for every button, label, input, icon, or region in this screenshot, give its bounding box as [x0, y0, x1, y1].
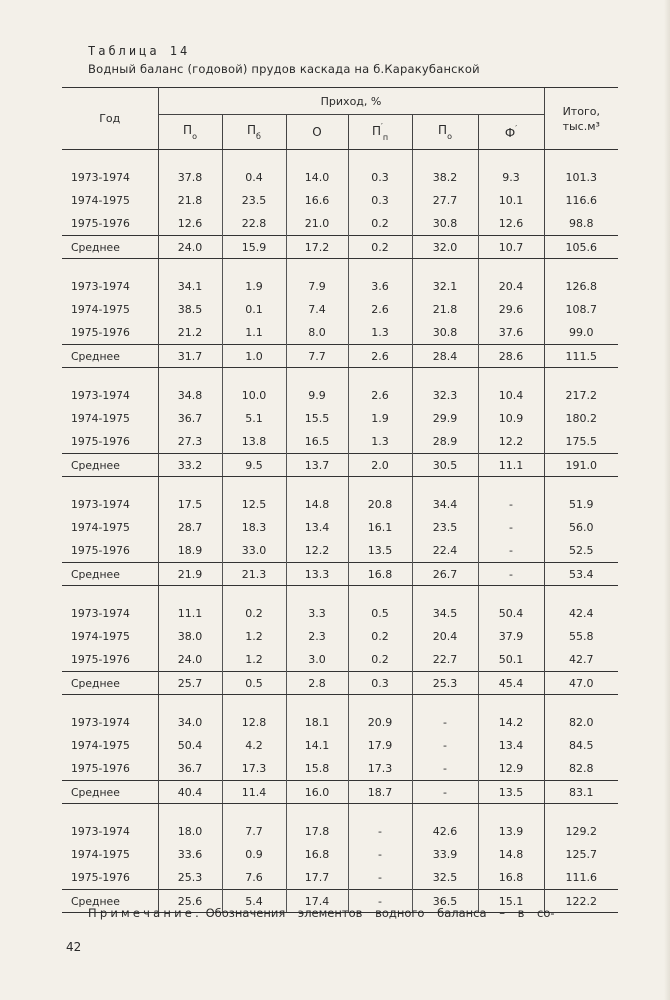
cell-value: 14.8 — [478, 843, 544, 866]
row-year: 1974-1975 — [62, 189, 158, 212]
cell-value: 7.9 — [286, 275, 348, 298]
cell-value: 16.0 — [286, 781, 348, 804]
cell-value: 21.8 — [158, 189, 222, 212]
cell-value: 13.7 — [286, 454, 348, 477]
cell-value: 12.5 — [222, 493, 286, 516]
cell-value: 12.6 — [478, 212, 544, 236]
symbol-subscript: б — [256, 132, 261, 141]
row-year: Среднее — [62, 890, 158, 913]
cell-value: 15.5 — [286, 407, 348, 430]
row-year: 1974-1975 — [62, 516, 158, 539]
row-year: 1973-1974 — [62, 166, 158, 189]
cell-value: 0.9 — [222, 843, 286, 866]
header-column-symbol — [222, 115, 286, 150]
symbol-base: П — [183, 123, 193, 137]
cell-value: 108.7 — [565, 303, 598, 316]
cell-value: 14.2 — [478, 711, 544, 734]
cell-value: 17.4 — [286, 890, 348, 913]
cell-value: 30.8 — [412, 212, 478, 236]
cell-value: 13.5 — [478, 781, 544, 804]
cell-value: 34.5 — [412, 602, 478, 625]
table-row — [62, 625, 618, 648]
cell-value: 18.7 — [348, 781, 412, 804]
cell-value: 4.2 — [222, 734, 286, 757]
cell-value: 0.2 — [348, 648, 412, 672]
cell-value: 14.8 — [286, 493, 348, 516]
cell-value: 30.5 — [412, 454, 478, 477]
cell-value: 1.1 — [222, 321, 286, 345]
cell-value: 0.3 — [348, 672, 412, 695]
table-body — [62, 150, 618, 913]
cell-value: 5.4 — [222, 890, 286, 913]
cell-value: 16.8 — [478, 866, 544, 890]
cell-value: 10.7 — [478, 236, 544, 259]
cell-value: 99.0 — [569, 326, 594, 339]
cell-value: 12.6 — [158, 212, 222, 236]
cell-value: 17.9 — [348, 734, 412, 757]
cell-value: 47.0 — [544, 672, 618, 695]
cell-value: 28.9 — [412, 430, 478, 454]
cell-value: 22.8 — [222, 212, 286, 236]
cell-value: 0.4 — [222, 166, 286, 189]
cell-value: 126.8 — [565, 280, 598, 293]
cell-value: - — [478, 516, 544, 539]
table-subtitle: Водный баланс (годовой) прудов каскада на б.Каракубанской — [88, 62, 480, 76]
row-year: 1975-1976 — [62, 866, 158, 890]
header-column-symbol — [478, 115, 544, 150]
table-row — [62, 539, 618, 563]
cell-value: 22.7 — [412, 648, 478, 672]
cell-value: 38.5 — [158, 298, 222, 321]
symbol-base: П — [438, 123, 448, 137]
cell-value: 0.2 — [348, 625, 412, 648]
cell-value: 191.0 — [544, 454, 618, 477]
cell-value: 16.6 — [286, 189, 348, 212]
cell-value: 30.8 — [412, 321, 478, 345]
cell-value: 21.2 — [158, 321, 222, 345]
cell-value: 217.2 — [565, 389, 598, 402]
cell-value: 50.1 — [478, 648, 544, 672]
table-row — [62, 648, 618, 672]
table-row — [62, 189, 618, 212]
cell-value: 52.5 — [569, 544, 594, 557]
cell-value: 32.0 — [412, 236, 478, 259]
cell-value: 25.6 — [158, 890, 222, 913]
cell-value: 16.8 — [348, 563, 412, 586]
cell-value: 45.4 — [478, 672, 544, 695]
cell-value: 2.6 — [348, 345, 412, 368]
row-year: 1975-1976 — [62, 430, 158, 454]
header-column-symbol — [286, 115, 348, 150]
cell-value: 175.5 — [565, 435, 598, 448]
cell-value: - — [478, 493, 544, 516]
symbol-subscript: о — [192, 132, 197, 141]
cell-value: 29.9 — [412, 407, 478, 430]
cell-value: 11.4 — [222, 781, 286, 804]
cell-value: 20.4 — [412, 625, 478, 648]
cell-value: 34.1 — [158, 275, 222, 298]
cell-value: 180.2 — [565, 412, 598, 425]
cell-value: 122.2 — [544, 890, 618, 913]
cell-value: 15.1 — [478, 890, 544, 913]
cell-value: 1.3 — [348, 321, 412, 345]
row-year: 1973-1974 — [62, 384, 158, 407]
cell-value: 27.3 — [158, 430, 222, 454]
cell-value: 5.1 — [222, 407, 286, 430]
cell-value: 13.8 — [222, 430, 286, 454]
cell-value: 1.2 — [222, 648, 286, 672]
table-row — [62, 321, 618, 345]
cell-value: 17.2 — [286, 236, 348, 259]
cell-value: 21.9 — [158, 563, 222, 586]
cell-value: - — [478, 539, 544, 563]
cell-value: 36.7 — [158, 757, 222, 781]
row-year: 1974-1975 — [62, 734, 158, 757]
row-year: 1975-1976 — [62, 321, 158, 345]
table-note — [88, 906, 608, 920]
average-row — [62, 236, 618, 259]
table-row — [62, 516, 618, 539]
cell-value: 14.0 — [286, 166, 348, 189]
row-year: 1973-1974 — [62, 820, 158, 843]
cell-value: 13.5 — [348, 539, 412, 563]
cell-value: 32.1 — [412, 275, 478, 298]
cell-value: 34.4 — [412, 493, 478, 516]
cell-value: 12.2 — [478, 430, 544, 454]
row-year: 1975-1976 — [62, 212, 158, 236]
cell-value: 105.6 — [544, 236, 618, 259]
cell-value: 2.0 — [348, 454, 412, 477]
cell-value: 37.6 — [478, 321, 544, 345]
cell-value: 10.0 — [222, 384, 286, 407]
cell-value: 82.0 — [569, 716, 594, 729]
cell-value: 32.3 — [412, 384, 478, 407]
table-row — [62, 384, 618, 407]
cell-value: 82.8 — [569, 762, 594, 775]
cell-value: 25.7 — [158, 672, 222, 695]
cell-value: 7.7 — [222, 820, 286, 843]
average-row — [62, 454, 618, 477]
table-row — [62, 602, 618, 625]
cell-value: - — [412, 734, 478, 757]
cell-value: 50.4 — [478, 602, 544, 625]
cell-value: 8.0 — [286, 321, 348, 345]
table-row — [62, 843, 618, 866]
table-row — [62, 166, 618, 189]
cell-value: 101.3 — [565, 171, 598, 184]
row-year: 1973-1974 — [62, 275, 158, 298]
row-year: 1974-1975 — [62, 407, 158, 430]
cell-value: - — [348, 866, 412, 890]
cell-value: 9.9 — [286, 384, 348, 407]
table-row — [62, 407, 618, 430]
cell-value: 10.4 — [478, 384, 544, 407]
cell-value: 20.8 — [348, 493, 412, 516]
cell-value: - — [348, 843, 412, 866]
cell-value: 10.1 — [478, 189, 544, 212]
cell-value: 0.2 — [348, 212, 412, 236]
cell-value: 16.1 — [348, 516, 412, 539]
page-edge — [664, 0, 670, 1000]
symbol-base: П — [371, 124, 381, 138]
table-caption: Таблица 14 — [88, 44, 191, 58]
cell-value: 12.8 — [222, 711, 286, 734]
cell-value: 13.4 — [478, 734, 544, 757]
header-total — [544, 88, 618, 150]
cell-value: 34.8 — [158, 384, 222, 407]
cell-value: 27.7 — [412, 189, 478, 212]
average-row — [62, 563, 618, 586]
header-column-symbol — [412, 115, 478, 150]
cell-value: 0.1 — [222, 298, 286, 321]
cell-value: - — [412, 757, 478, 781]
cell-value: 15.8 — [286, 757, 348, 781]
cell-value: 13.4 — [286, 516, 348, 539]
cell-value: 0.2 — [348, 236, 412, 259]
row-year: 1974-1975 — [62, 298, 158, 321]
cell-value: 13.3 — [286, 563, 348, 586]
header-total-label: Итого, — [562, 104, 600, 118]
row-year: Среднее — [62, 672, 158, 695]
cell-value: 34.0 — [158, 711, 222, 734]
cell-value: 98.8 — [569, 217, 594, 230]
page-number: 42 — [66, 940, 82, 954]
cell-value: 16.8 — [286, 843, 348, 866]
cell-value: 17.3 — [222, 757, 286, 781]
cell-value: 7.7 — [286, 345, 348, 368]
row-year: 1975-1976 — [62, 648, 158, 672]
header-column-symbol — [348, 115, 412, 150]
cell-value: 1.0 — [222, 345, 286, 368]
cell-value: 33.6 — [158, 843, 222, 866]
cell-value: 22.4 — [412, 539, 478, 563]
cell-value: 14.1 — [286, 734, 348, 757]
symbol-base: О — [312, 125, 322, 139]
cell-value: 28.7 — [158, 516, 222, 539]
cell-value: 33.9 — [412, 843, 478, 866]
cell-value: 23.5 — [412, 516, 478, 539]
cell-value: 50.4 — [158, 734, 222, 757]
cell-value: 42.7 — [569, 653, 594, 666]
table-row — [62, 430, 618, 454]
cell-value: 21.8 — [412, 298, 478, 321]
table-row — [62, 734, 618, 757]
table-row — [62, 757, 618, 781]
cell-value: - — [412, 711, 478, 734]
cell-value: 11.1 — [478, 454, 544, 477]
row-year: 1973-1974 — [62, 711, 158, 734]
cell-value: 31.7 — [158, 345, 222, 368]
row-year: 1975-1976 — [62, 757, 158, 781]
table-row — [62, 275, 618, 298]
cell-value: 129.2 — [565, 825, 598, 838]
cell-value: 11.1 — [158, 602, 222, 625]
symbol-subscript: п — [382, 133, 389, 142]
cell-value: 111.5 — [544, 345, 618, 368]
average-row — [62, 345, 618, 368]
table-row — [62, 298, 618, 321]
cell-value: 15.9 — [222, 236, 286, 259]
cell-value: 21.3 — [222, 563, 286, 586]
table-row — [62, 212, 618, 236]
note-lead: Примечание. — [88, 906, 202, 920]
row-year: 1974-1975 — [62, 843, 158, 866]
table-row — [62, 493, 618, 516]
cell-value: - — [348, 890, 412, 913]
row-year: 1973-1974 — [62, 602, 158, 625]
cell-value: 18.1 — [286, 711, 348, 734]
cell-value: 55.8 — [569, 630, 594, 643]
cell-value: 7.4 — [286, 298, 348, 321]
cell-value: 21.0 — [286, 212, 348, 236]
cell-value: 0.2 — [222, 602, 286, 625]
cell-value: 29.6 — [478, 298, 544, 321]
cell-value: 25.3 — [158, 866, 222, 890]
cell-value: 0.5 — [222, 672, 286, 695]
cell-value: 38.2 — [412, 166, 478, 189]
cell-value: - — [478, 563, 544, 586]
cell-value: 42.4 — [569, 607, 594, 620]
cell-value: 56.0 — [569, 521, 594, 534]
cell-value: 12.2 — [286, 539, 348, 563]
cell-value: 3.0 — [286, 648, 348, 672]
cell-value: 7.6 — [222, 866, 286, 890]
cell-value: 23.5 — [222, 189, 286, 212]
cell-value: 13.9 — [478, 820, 544, 843]
row-year: Среднее — [62, 563, 158, 586]
symbol-base: П — [247, 123, 257, 137]
cell-value: 25.3 — [412, 672, 478, 695]
cell-value: 84.5 — [569, 739, 594, 752]
cell-value: 32.5 — [412, 866, 478, 890]
cell-value: 16.5 — [286, 430, 348, 454]
cell-value: 42.6 — [412, 820, 478, 843]
cell-value: 125.7 — [565, 848, 598, 861]
table-header — [62, 88, 618, 150]
cell-value: 1.9 — [348, 407, 412, 430]
cell-value: 1.3 — [348, 430, 412, 454]
cell-value: 10.9 — [478, 407, 544, 430]
row-year: 1974-1975 — [62, 625, 158, 648]
symbol-subscript: о — [447, 132, 452, 141]
row-year: Среднее — [62, 781, 158, 804]
cell-value: 37.8 — [158, 166, 222, 189]
header-year: Год — [62, 88, 158, 150]
cell-value: 37.9 — [478, 625, 544, 648]
header-total-unit: тыс.м³ — [562, 119, 600, 133]
cell-value: 26.7 — [412, 563, 478, 586]
header-income: Приход, % — [158, 88, 544, 115]
table-row — [62, 711, 618, 734]
cell-value: 20.9 — [348, 711, 412, 734]
symbol-superscript: ′ — [380, 122, 383, 131]
water-balance-table — [62, 87, 618, 913]
cell-value: 1.9 — [222, 275, 286, 298]
average-row — [62, 672, 618, 695]
table-row — [62, 866, 618, 890]
cell-value: 12.9 — [478, 757, 544, 781]
cell-value: 53.4 — [544, 563, 618, 586]
table-row — [62, 820, 618, 843]
cell-value: 0.3 — [348, 166, 412, 189]
cell-value: 3.3 — [286, 602, 348, 625]
cell-value: 18.9 — [158, 539, 222, 563]
cell-value: 1.2 — [222, 625, 286, 648]
cell-value: 51.9 — [569, 498, 594, 511]
cell-value: 38.0 — [158, 625, 222, 648]
cell-value: 2.3 — [286, 625, 348, 648]
cell-value: 17.7 — [286, 866, 348, 890]
cell-value: - — [412, 781, 478, 804]
cell-value: 18.0 — [158, 820, 222, 843]
cell-value: 33.0 — [222, 539, 286, 563]
cell-value: 0.3 — [348, 189, 412, 212]
cell-value: 2.6 — [348, 298, 412, 321]
cell-value: 3.6 — [348, 275, 412, 298]
cell-value: 33.2 — [158, 454, 222, 477]
cell-value: 36.7 — [158, 407, 222, 430]
cell-value: 0.5 — [348, 602, 412, 625]
cell-value: 24.0 — [158, 648, 222, 672]
row-year: Среднее — [62, 236, 158, 259]
cell-value: 83.1 — [544, 781, 618, 804]
cell-value: 28.6 — [478, 345, 544, 368]
cell-value: 9.5 — [222, 454, 286, 477]
row-year: 1975-1976 — [62, 539, 158, 563]
cell-value: 111.6 — [565, 871, 598, 884]
cell-value: 24.0 — [158, 236, 222, 259]
cell-value: 116.6 — [565, 194, 598, 207]
average-row — [62, 781, 618, 804]
symbol-superscript: ′ — [515, 124, 518, 133]
cell-value: 2.6 — [348, 384, 412, 407]
row-year: 1973-1974 — [62, 493, 158, 516]
header-column-symbol — [158, 115, 222, 150]
cell-value: 17.3 — [348, 757, 412, 781]
cell-value: 2.8 — [286, 672, 348, 695]
note-text: Обозначения элементов водного баланса – в со- — [205, 906, 555, 920]
cell-value: 36.5 — [412, 890, 478, 913]
cell-value: 17.5 — [158, 493, 222, 516]
cell-value: 20.4 — [478, 275, 544, 298]
cell-value: - — [348, 820, 412, 843]
cell-value: 28.4 — [412, 345, 478, 368]
cell-value: 40.4 — [158, 781, 222, 804]
symbol-base: Ф — [504, 126, 516, 140]
row-year: Среднее — [62, 454, 158, 477]
cell-value: 9.3 — [478, 166, 544, 189]
row-year: Среднее — [62, 345, 158, 368]
cell-value: 17.8 — [286, 820, 348, 843]
cell-value: 18.3 — [222, 516, 286, 539]
